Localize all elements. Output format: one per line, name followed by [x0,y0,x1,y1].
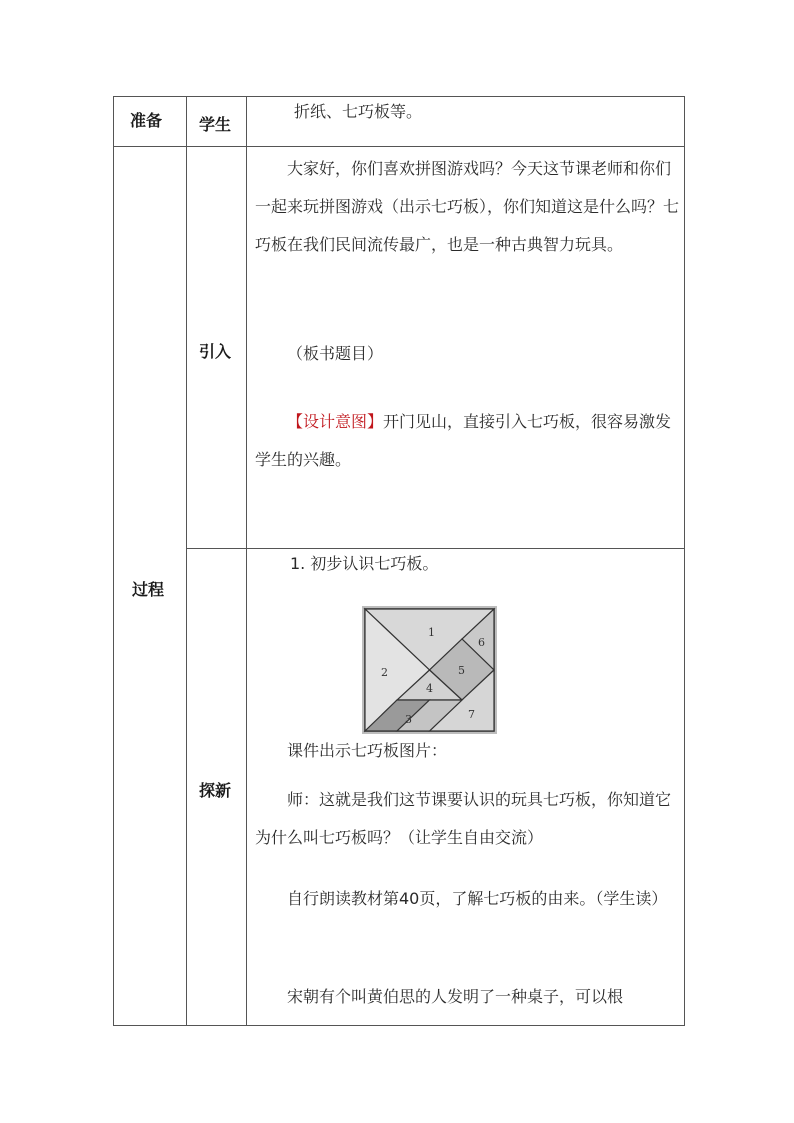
explore-paragraph-3: 自行朗读教材第40页，了解七巧板的由来。（学生读） [287,889,668,908]
tangram-image [362,606,497,734]
table-border-left [113,96,114,1026]
intro-paragraph-1: 大家好，你们喜欢拼图游戏吗？今天这节课老师和你们一起来玩拼图游戏（出示七巧板），你们知道这是什么吗？七巧板在我们民间流传最广，也是一种古典智力玩具。 [255,159,680,254]
tangram-number-6: 6 [478,636,485,649]
explore-paragraph-1: 课件出示七巧板图片： [287,741,448,760]
tangram-number-4: 4 [426,682,433,695]
table-border-right [684,96,685,1026]
table-row-divider [113,146,685,147]
sub-label-student: 学生 [199,115,232,134]
explore-heading: 1. 初步认识七巧板。 [290,554,439,573]
intro-paragraph-2: （板书题目） [287,344,384,363]
prep-content: 折纸、七巧板等。 [294,102,423,121]
design-intent-tag: 【设计意图】 [287,412,384,431]
tangram-number-5: 5 [458,664,465,677]
design-intent [255,403,680,479]
design-intent-text: 开门见山，直接引入七巧板，很容易激发学生的兴趣。 [255,412,672,469]
row-label-process: 过程 [132,580,165,599]
section-label-intro: 引入 [199,342,232,361]
tangram-number-1: 1 [428,626,435,639]
table-col-divider-2 [246,96,247,1026]
row-label-prep: 准备 [130,111,163,130]
tangram-figure [362,606,497,734]
tangram-number-2: 2 [381,666,388,679]
table-col-divider-1 [186,96,187,1026]
tangram-number-7: 7 [468,708,475,721]
tangram-number-3: 3 [405,713,412,726]
explore-paragraph-4: 宋朝有个叫黄伯思的人发明了一种桌子，可以根 [287,987,624,1006]
explore-paragraph-2: 师：这就是我们这节课要认识的玩具七巧板，你知道它为什么叫七巧板吗？（让学生自由交流） [255,790,672,847]
table-border-bottom [113,1025,685,1026]
section-label-explore: 探新 [199,781,232,800]
